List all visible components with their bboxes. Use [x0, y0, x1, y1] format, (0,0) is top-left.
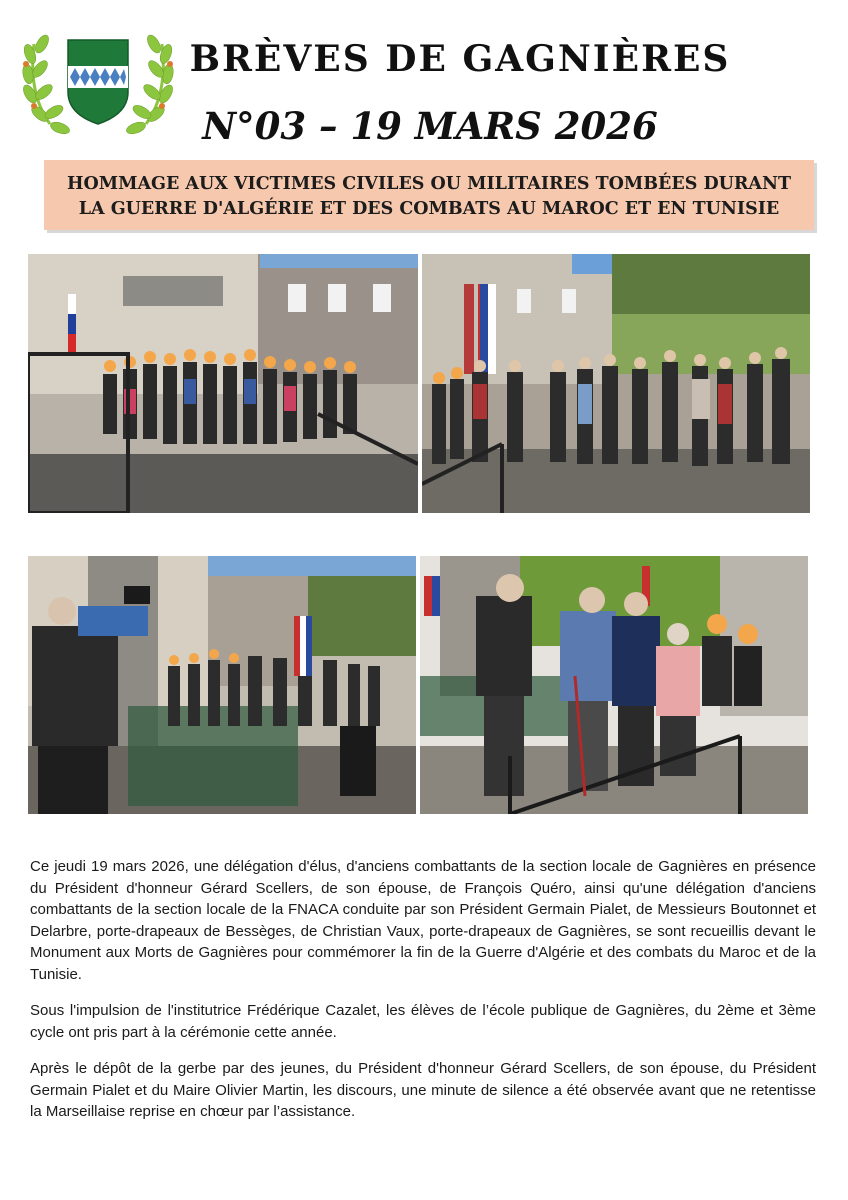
page-title: BRÈVES DE GAGNIÈRES	[189, 38, 731, 80]
headline-line-1: HOMMAGE AUX VICTIMES CIVILES OU MILITAIRES TOMBÉES DURANT	[66, 174, 792, 194]
photo-children-group	[28, 254, 418, 513]
issue-number: N°03 – 19 MARS 2026	[202, 104, 658, 148]
coat-of-arms-icon	[20, 14, 176, 142]
headline-banner	[44, 160, 814, 230]
article-paragraph-3: Après le dépôt de la gerbe par des jeunes, du Président d'honneur Gérard Scellers, de son épouse, du Président Germain Pialet et du Maire Olivier Martin, les discours, une minute de silence a été observée avant que ne retentisse la Marseillaise reprise en chœur par l’assistance.	[30, 1060, 816, 1120]
headline-line-2: LA GUERRE D'ALGÉRIE ET DES COMBATS AU MAROC ET EN TUNISIE	[78, 199, 780, 219]
article-paragraph-1: Ce jeudi 19 mars 2026, une délégation d'élus, d'anciens combattants de la section locale de Gagnières en présence du Président d'honneur Gérard Scellers, de son épouse, de François Quéro, ainsi qu'une délégation d'anciens combattants de la section locale de la FNACA conduite par son Président Germain Pialet, de Messieurs Boutonnet et Delarbre, porte-drapeaux de Bessèges, de Christian Vaux, porte-drapeaux de Gagnières, se sont recueillis devant le Monument aux Morts de Gagnières pour commémorer la fin de la Guerre d'Algérie et des combats du Maroc et de la Tunisie.	[30, 858, 816, 983]
photo-dignitaries	[420, 556, 808, 814]
photo-photographer	[28, 556, 416, 814]
article-body	[30, 856, 816, 1138]
photo-veterans-flags	[422, 254, 810, 513]
article-paragraph-2: Sous l'impulsion de l'institutrice Frédérique Cazalet, les élèves de l’école publique de Gagnières, du 2ème et 3ème cycle ont pris part à la cérémonie cette année.	[30, 1002, 816, 1041]
